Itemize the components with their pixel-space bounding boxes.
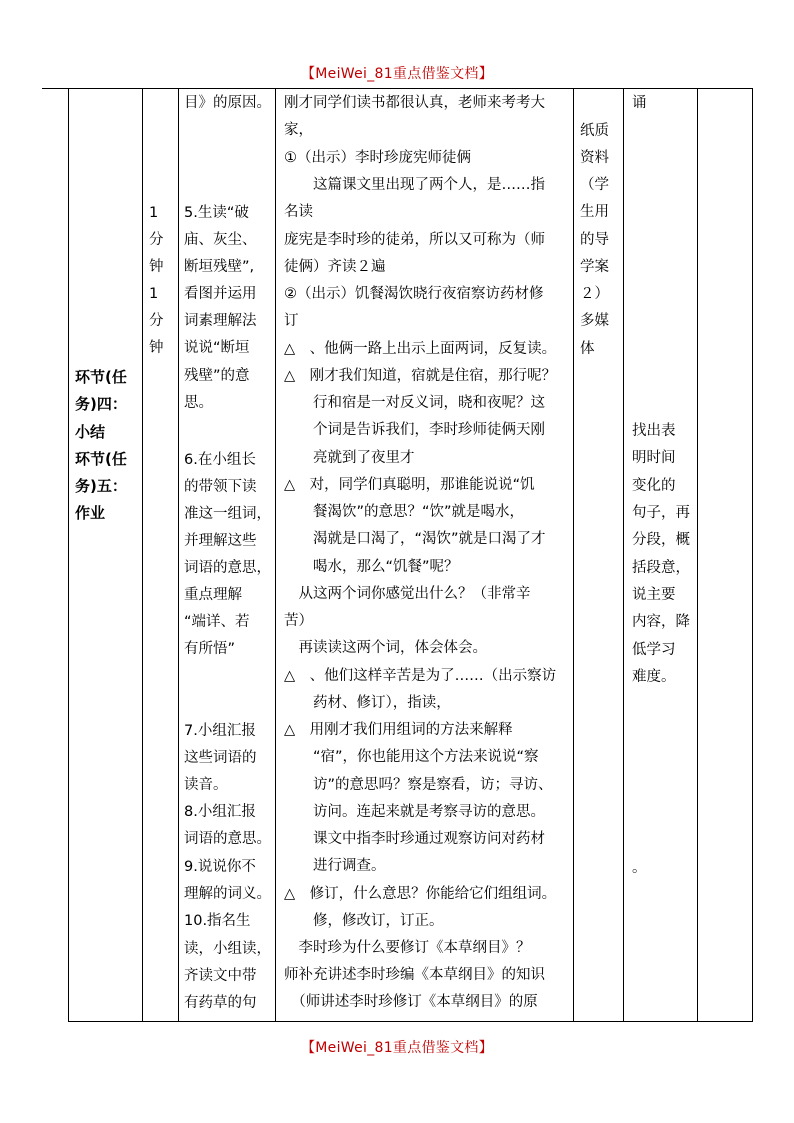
col3-line: 并理解这些 bbox=[184, 533, 257, 549]
col4-line: 行和宿是一对反义词，晓和夜呢？这 bbox=[284, 395, 545, 411]
col4-line: 渴就是口渴了，“渴饮”就是口渴了才 bbox=[284, 531, 546, 547]
col4-line: 订 bbox=[284, 313, 299, 329]
col3-line: 思。 bbox=[184, 395, 213, 411]
col4-line: 课文中指李时珍通过观察访问对药材 bbox=[284, 831, 545, 847]
col4-line: 再读读这两个词，体会体会。 bbox=[284, 640, 487, 656]
col1-line: 环节(任 bbox=[75, 368, 127, 386]
design-intent-column bbox=[624, 89, 698, 1022]
col3-line: 5.生读“破 bbox=[184, 205, 249, 221]
col6-line: 低学习 bbox=[632, 642, 676, 658]
col6-line: 说主要 bbox=[632, 587, 676, 603]
col4-line: 个词是告诉我们，李时珍师徒俩天刚 bbox=[284, 422, 545, 438]
col4-line: △ 、他俩一路上出示上面两词，反复读。 bbox=[284, 341, 557, 357]
col5-line: 纸质 bbox=[580, 123, 609, 139]
col5-line: ２） bbox=[580, 286, 609, 302]
col4-line: 从这两个词你感觉出什么？（非常辛 bbox=[284, 586, 531, 602]
col4-line: 刚才同学们读书都很认真，老师来考考大 bbox=[284, 95, 545, 111]
col4-line: 修，修改订，订正。 bbox=[284, 913, 444, 929]
col4-line: 这篇课文里出现了两个人，是……指 bbox=[284, 177, 545, 193]
col4-line: “宿”，你也能用这个方法来说说“察 bbox=[284, 749, 539, 765]
col4-line: 师补充讲述李时珍编《本草纲目》的知识 bbox=[284, 967, 545, 983]
col4-line: △ 对，同学们真聪明，那谁能说说“饥 bbox=[284, 477, 535, 493]
col4-line: 喝水，那么“饥餐”呢？ bbox=[284, 559, 459, 575]
col3-line: 这些词语的 bbox=[184, 750, 257, 766]
col4-line: 进行调查。 bbox=[284, 858, 386, 874]
col2-line: 分 bbox=[149, 232, 164, 248]
col6-line: 括段意， bbox=[632, 560, 690, 576]
col6-line: 诵 bbox=[632, 95, 647, 111]
col3-line: 齐读文中带 bbox=[184, 968, 257, 984]
col2-line: 1 bbox=[149, 286, 159, 302]
col3-line: 的带领下读 bbox=[184, 479, 257, 495]
col6-line: 分段，概 bbox=[632, 532, 690, 548]
col1-line: 作业 bbox=[75, 504, 106, 522]
col5-line: 的导 bbox=[580, 232, 609, 248]
col3-line: 重点理解 bbox=[184, 587, 242, 603]
col2-line: 钟 bbox=[149, 259, 164, 275]
col3-line: 目》的原因。 bbox=[184, 95, 271, 111]
col6-line: 找出表 bbox=[632, 423, 676, 439]
document-footer: 【MeiWei_81重点借鉴文档】 bbox=[300, 1040, 494, 1056]
col3-line: 7.小组汇报 bbox=[184, 723, 256, 739]
student-activity-column bbox=[179, 89, 276, 1022]
col4-line: 餐渴饮”的意思？“饮”就是喝水， bbox=[284, 504, 525, 520]
col3-line: 词语的意思， bbox=[184, 560, 271, 576]
col4-line: 家， bbox=[284, 122, 313, 138]
col5-line: 体 bbox=[580, 341, 595, 357]
col4-line: 访”的意思吗？察是察看，访；寻访、 bbox=[284, 777, 553, 793]
col1-line: 小结 bbox=[75, 423, 106, 441]
document-header: 【MeiWei_81重点借鉴文档】 bbox=[300, 66, 494, 82]
col3-line: 6.在小组长 bbox=[184, 452, 256, 468]
col2-line: 分 bbox=[149, 313, 164, 329]
col4-line: 苦） bbox=[284, 613, 313, 629]
col3-line: 理解的词义。 bbox=[184, 886, 271, 902]
col2-line: 钟 bbox=[149, 340, 164, 356]
col3-line: 断垣残壁”, bbox=[184, 259, 255, 275]
col3-line: 说说“断垣 bbox=[184, 340, 250, 356]
time-column bbox=[143, 89, 179, 1022]
col6-line: 内容，降 bbox=[632, 614, 690, 630]
col5-line: 学案 bbox=[580, 259, 609, 275]
col3-line: 有药草的句 bbox=[184, 995, 257, 1011]
col3-line: “端详、若 bbox=[184, 614, 250, 630]
col3-line: 读，小组读， bbox=[184, 941, 271, 957]
col4-line: （师讲述李时珍修订《本草纲目》的原 bbox=[284, 994, 538, 1010]
stage-column bbox=[69, 89, 143, 1022]
col3-line: 有所悟” bbox=[184, 641, 236, 657]
col4-line: 李时珍为什么要修订《本草纲目》？ bbox=[284, 940, 531, 956]
col4-line: △ 刚才我们知道，宿就是住宿，那行呢？ bbox=[284, 368, 557, 384]
col4-line: 名读 bbox=[284, 204, 313, 220]
col5-line: 生用 bbox=[580, 204, 609, 220]
col4-line: △ 、他们这样辛苦是为了……（出示察访 bbox=[284, 668, 557, 684]
col4-line: 亮就到了夜里才 bbox=[284, 450, 415, 466]
table-row bbox=[69, 89, 753, 1022]
col4-line: 药材、修订），指读， bbox=[284, 695, 451, 711]
col6-line: 变化的 bbox=[632, 478, 676, 494]
col4-line: ①（出示）李时珍庞宪师徒俩 bbox=[284, 150, 471, 166]
notes-column bbox=[698, 89, 753, 1022]
col2-line: 1 bbox=[149, 205, 159, 221]
col1-line: 务)四： bbox=[75, 395, 127, 413]
col3-line: 8.小组汇报 bbox=[184, 804, 256, 820]
col3-line: 准这一组词， bbox=[184, 506, 271, 522]
col5-line: 资料 bbox=[580, 150, 609, 166]
col4-line: 庞宪是李时珍的徒弟，所以又可称为（师 bbox=[284, 232, 545, 248]
resources-column bbox=[574, 89, 624, 1022]
col4-line: 徒俩）齐读２遍 bbox=[284, 259, 386, 275]
col3-line: 10.指名生 bbox=[184, 913, 251, 929]
col6-line: 。 bbox=[632, 860, 647, 876]
col4-line: △ 修订，什么意思？你能给它们组组词。 bbox=[284, 886, 557, 902]
teacher-activity-column bbox=[276, 89, 574, 1022]
col1-line: 环节(任 bbox=[75, 450, 127, 468]
col3-line: 词语的意思。 bbox=[184, 831, 271, 847]
col4-line: 访问。连起来就是考察寻访的意思。 bbox=[284, 804, 545, 820]
col3-line: 读音。 bbox=[184, 777, 228, 793]
col1-line: 务)五： bbox=[75, 477, 127, 495]
col4-line: △ 用刚才我们用组词的方法来解释 bbox=[284, 722, 513, 738]
lesson-plan-table bbox=[68, 88, 753, 1022]
col3-line: 看图并运用 bbox=[184, 286, 257, 302]
col3-line: 庙、灰尘、 bbox=[184, 232, 257, 248]
col6-line: 明时间 bbox=[632, 450, 676, 466]
col5-line: （学 bbox=[580, 177, 609, 193]
col4-line: ②（出示）饥餐渴饮晓行夜宿察访药材修 bbox=[284, 286, 544, 302]
col6-line: 难度。 bbox=[632, 669, 676, 685]
col3-line: 词素理解法 bbox=[184, 313, 257, 329]
col5-line: 多媒 bbox=[580, 313, 609, 329]
col3-line: 残壁”的意 bbox=[184, 368, 250, 384]
col6-line: 句子，再 bbox=[632, 505, 690, 521]
col3-line: 9.说说你不 bbox=[184, 859, 256, 875]
